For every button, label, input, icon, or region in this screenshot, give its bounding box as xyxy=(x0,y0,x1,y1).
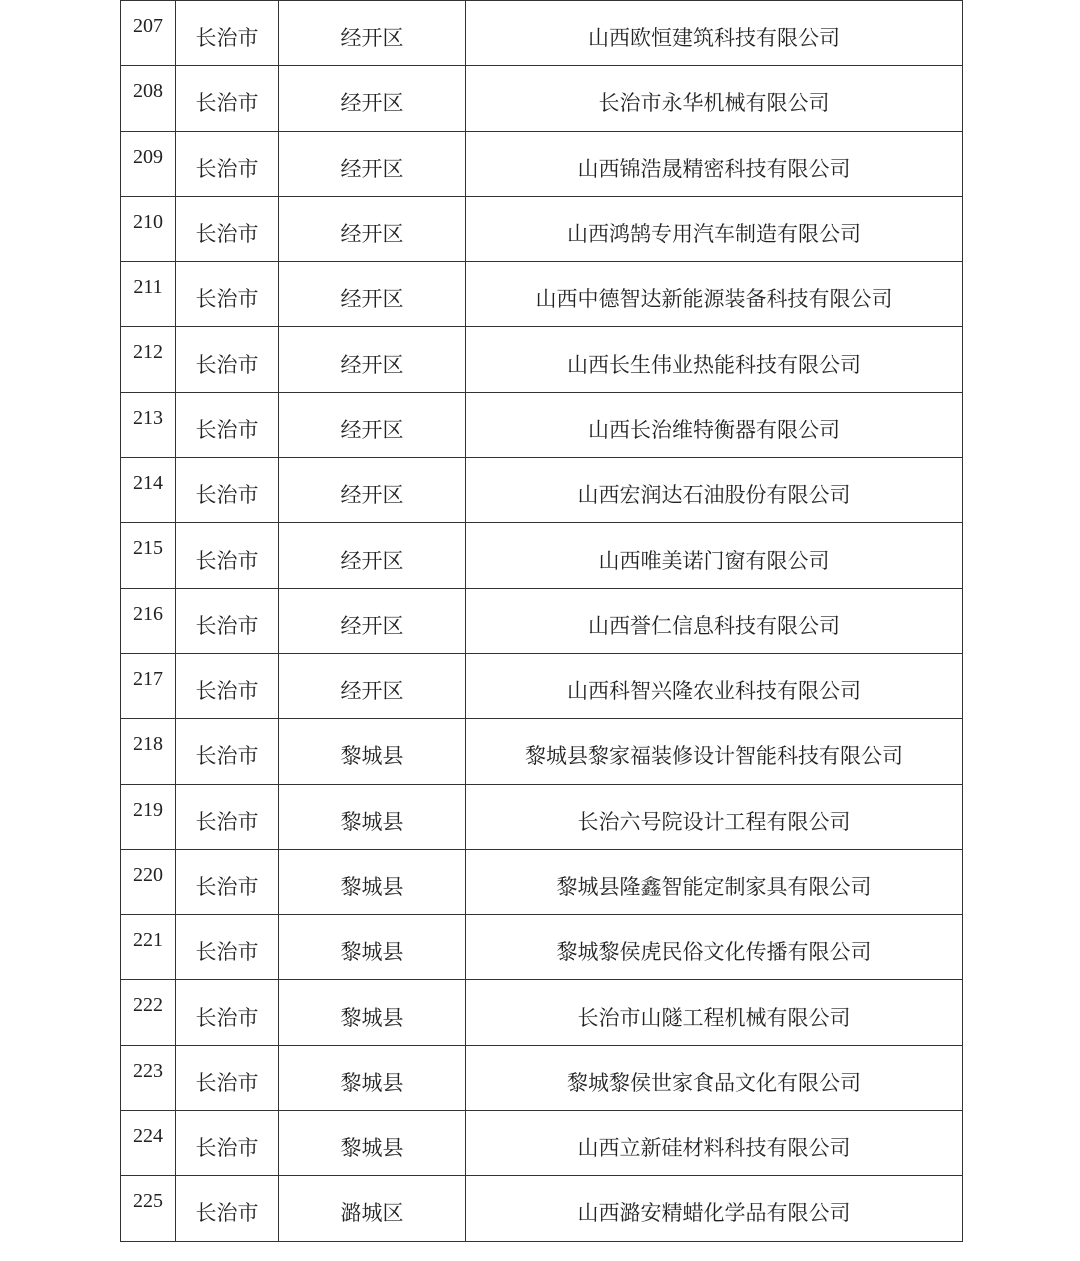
row-district: 黎城县 xyxy=(279,980,466,1045)
row-district: 黎城县 xyxy=(279,719,466,784)
row-index: 222 xyxy=(121,980,176,1045)
table-row xyxy=(121,458,963,523)
table-row xyxy=(121,327,963,392)
row-company: 山西潞安精蜡化学品有限公司 xyxy=(466,1176,963,1241)
row-company: 山西誉仁信息科技有限公司 xyxy=(466,588,963,653)
row-company: 山西中德智达新能源装备科技有限公司 xyxy=(466,262,963,327)
table-row xyxy=(121,523,963,588)
row-district: 黎城县 xyxy=(279,1045,466,1110)
row-company: 黎城黎侯虎民俗文化传播有限公司 xyxy=(466,915,963,980)
row-company: 长治市永华机械有限公司 xyxy=(466,66,963,131)
table-row xyxy=(121,980,963,1045)
row-district: 经开区 xyxy=(279,131,466,196)
row-city: 长治市 xyxy=(176,849,279,914)
row-city: 长治市 xyxy=(176,915,279,980)
row-index: 219 xyxy=(121,784,176,849)
row-index: 221 xyxy=(121,915,176,980)
table-row xyxy=(121,66,963,131)
row-district: 经开区 xyxy=(279,588,466,653)
row-city: 长治市 xyxy=(176,784,279,849)
row-index: 214 xyxy=(121,458,176,523)
row-index: 209 xyxy=(121,131,176,196)
row-index: 208 xyxy=(121,66,176,131)
row-company: 山西锦浩晟精密科技有限公司 xyxy=(466,131,963,196)
table-row xyxy=(121,262,963,327)
row-company: 黎城县隆鑫智能定制家具有限公司 xyxy=(466,849,963,914)
row-district: 黎城县 xyxy=(279,1111,466,1176)
row-index: 210 xyxy=(121,196,176,261)
row-city: 长治市 xyxy=(176,1045,279,1110)
row-city: 长治市 xyxy=(176,1,279,66)
row-index: 216 xyxy=(121,588,176,653)
row-district: 经开区 xyxy=(279,653,466,718)
table-row xyxy=(121,784,963,849)
row-company: 山西宏润达石油股份有限公司 xyxy=(466,458,963,523)
row-district: 黎城县 xyxy=(279,784,466,849)
table-row xyxy=(121,915,963,980)
row-index: 212 xyxy=(121,327,176,392)
row-district: 经开区 xyxy=(279,66,466,131)
row-city: 长治市 xyxy=(176,719,279,784)
row-index: 215 xyxy=(121,523,176,588)
table-row xyxy=(121,849,963,914)
table-row xyxy=(121,1111,963,1176)
row-city: 长治市 xyxy=(176,523,279,588)
row-index: 225 xyxy=(121,1176,176,1241)
row-company: 黎城黎侯世家食品文化有限公司 xyxy=(466,1045,963,1110)
row-company: 长治六号院设计工程有限公司 xyxy=(466,784,963,849)
table-row xyxy=(121,719,963,784)
row-district: 经开区 xyxy=(279,458,466,523)
row-company: 长治市山隧工程机械有限公司 xyxy=(466,980,963,1045)
row-index: 220 xyxy=(121,849,176,914)
table-row xyxy=(121,131,963,196)
row-city: 长治市 xyxy=(176,588,279,653)
row-city: 长治市 xyxy=(176,196,279,261)
row-district: 潞城区 xyxy=(279,1176,466,1241)
row-city: 长治市 xyxy=(176,66,279,131)
row-city: 长治市 xyxy=(176,458,279,523)
table-row xyxy=(121,392,963,457)
row-city: 长治市 xyxy=(176,653,279,718)
row-city: 长治市 xyxy=(176,327,279,392)
table-row xyxy=(121,653,963,718)
row-district: 经开区 xyxy=(279,196,466,261)
row-district: 经开区 xyxy=(279,392,466,457)
row-index: 207 xyxy=(121,1,176,66)
row-company: 山西科智兴隆农业科技有限公司 xyxy=(466,653,963,718)
row-company: 山西鸿鹄专用汽车制造有限公司 xyxy=(466,196,963,261)
row-index: 224 xyxy=(121,1111,176,1176)
table-row xyxy=(121,1176,963,1241)
row-district: 黎城县 xyxy=(279,915,466,980)
row-city: 长治市 xyxy=(176,1111,279,1176)
row-index: 223 xyxy=(121,1045,176,1110)
row-company: 山西唯美诺门窗有限公司 xyxy=(466,523,963,588)
row-company: 山西长治维特衡器有限公司 xyxy=(466,392,963,457)
row-district: 经开区 xyxy=(279,262,466,327)
table-row xyxy=(121,588,963,653)
row-index: 217 xyxy=(121,653,176,718)
row-district: 黎城县 xyxy=(279,849,466,914)
row-company: 山西立新硅材料科技有限公司 xyxy=(466,1111,963,1176)
row-district: 经开区 xyxy=(279,327,466,392)
row-index: 211 xyxy=(121,262,176,327)
row-index: 213 xyxy=(121,392,176,457)
row-city: 长治市 xyxy=(176,980,279,1045)
table-row xyxy=(121,196,963,261)
table-row xyxy=(121,1045,963,1110)
table-row xyxy=(121,1,963,66)
row-city: 长治市 xyxy=(176,262,279,327)
row-company: 山西欧恒建筑科技有限公司 xyxy=(466,1,963,66)
row-index: 218 xyxy=(121,719,176,784)
row-city: 长治市 xyxy=(176,392,279,457)
row-district: 经开区 xyxy=(279,523,466,588)
company-list-table xyxy=(120,0,963,1242)
row-city: 长治市 xyxy=(176,131,279,196)
row-city: 长治市 xyxy=(176,1176,279,1241)
row-district: 经开区 xyxy=(279,1,466,66)
row-company: 黎城县黎家福装修设计智能科技有限公司 xyxy=(466,719,963,784)
row-company: 山西长生伟业热能科技有限公司 xyxy=(466,327,963,392)
